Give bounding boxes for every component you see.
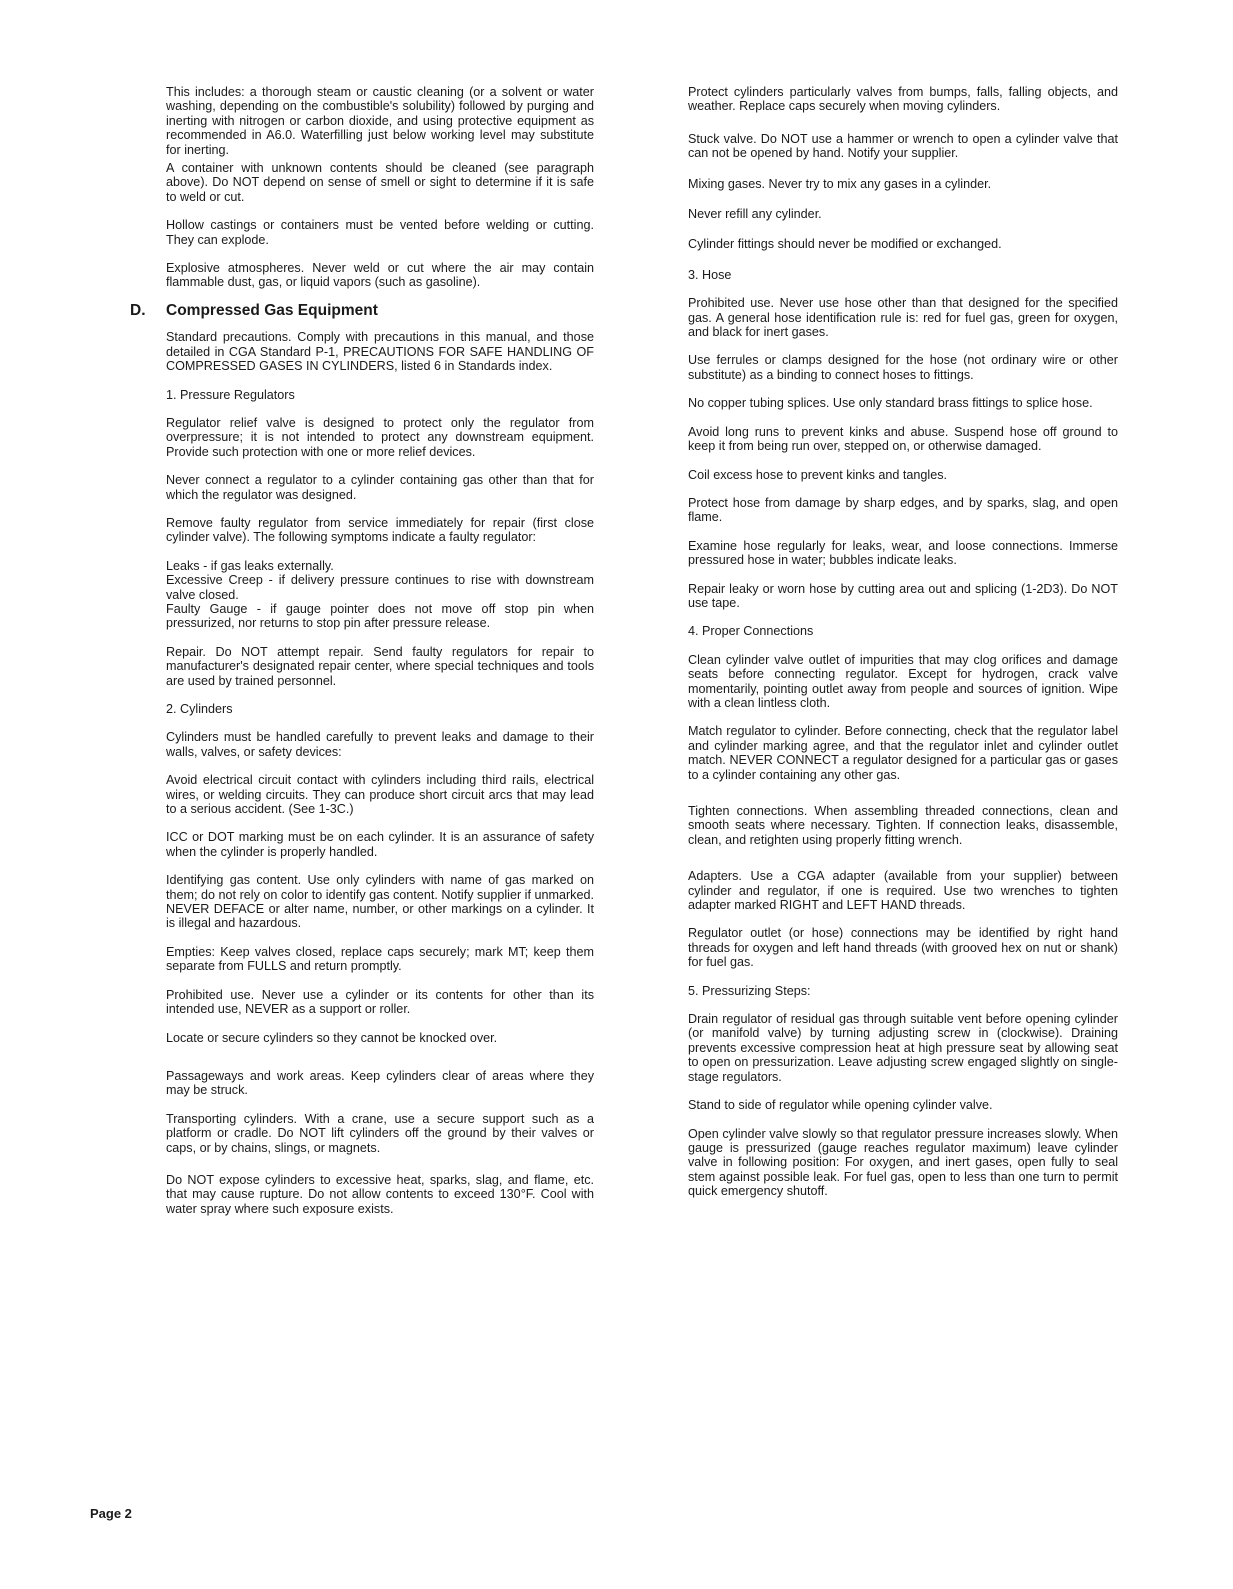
paragraph-mixing-gases: Mixing gases. Never try to mix any gases in a cylinder. [688,176,992,191]
paragraph-never-connect: Never connect a regulator to a cylinder containing gas other than that for which the regulator was designed. [166,473,594,502]
paragraph-explosive-atmospheres: Explosive atmospheres. Never weld or cut where the air may contain flammable dust, gas, or liquid vapors (such as gasoline). [166,261,594,290]
paragraph-coil-hose: Coil excess hose to prevent kinks and tangles. [688,467,948,482]
paragraph-passageways: Passageways and work areas. Keep cylinders clear of areas where they may be struck. [166,1068,594,1098]
subheading-cylinders: 2. Cylinders [166,702,233,716]
paragraph-electrical-contact: Avoid electrical circuit contact with cylinders including third rails, electrical wires, or welding circuits. They can produce short circuit arcs that may lead to a serious accident. (See 1-3C.) [166,773,594,817]
paragraph-match-regulator: Match regulator to cylinder. Before connecting, check that the regulator label and cylinder marking agree, and that the regulator inlet and cylinder outlet match. NEVER CONNECT a regulator designed for a particular gas or gases to a cylinder containing any other gas. [688,724,1118,782]
paragraph-icc-dot: ICC or DOT marking must be on each cylinder. It is an assurance of safety when the cylinder is properly handled. [166,830,594,859]
paragraph-transporting: Transporting cylinders. With a crane, use a secure support such as a platform or cradle. Do NOT lift cylinders off the ground by their valves or caps, or by chains, slings, or magnets. [166,1111,594,1155]
page-number: Page 2 [90,1506,132,1521]
paragraph-cylinder-fittings: Cylinder fittings should never be modified or exchanged. [688,237,1002,252]
paragraph-remove-faulty: Remove faulty regulator from service immediately for repair (first close cylinder valve). The following symptoms indicate a faulty regulator: [166,515,594,545]
paragraph-hose-prohibited: Prohibited use. Never use hose other than that designed for the specified gas. A general hose identification rule is: red for fuel gas, green for oxygen, and black for inert gases. [688,296,1118,340]
paragraph-handled-carefully: Cylinders must be handled carefully to prevent leaks and damage to their walls, valves, or safety devices: [166,730,594,759]
paragraph-drain-regulator: Drain regulator of residual gas through suitable vent before opening cylinder (or manifold valve) by turning adjusting screw in (clockwise). Draining prevents excessive compression heat at high pressure seat by allowing seat to open on pressurization. Leave adjusting screw engaged slightly on single-stage regulators. [688,1012,1118,1084]
paragraph-open-valve-slowly: Open cylinder valve slowly so that regulator pressure increases slowly. When gauge is pressurized (gauge reaches regulator maximum) leave cylinder valve in following position: For oxygen, and inert gases, open fully to seal stem against possible leak. For fuel gas, open to less than one turn to permit quick emergency shutoff. [688,1126,1118,1199]
paragraph-copper-tubing: No copper tubing splices. Use only standard brass fittings to splice hose. [688,396,1093,411]
paragraph-protect-cylinders: Protect cylinders particularly valves from bumps, falls, falling objects, and weather. Replace caps securely when moving cylinders. [688,85,1118,114]
paragraph-repair-hose: Repair leaky or worn hose by cutting area out and splicing (1-2D3). Do NOT use tape. [688,581,1118,610]
paragraph-long-runs: Avoid long runs to prevent kinks and abuse. Suspend hose off ground to keep it from being run over, stepped on, or otherwise damaged. [688,424,1118,454]
subheading-hose: 3. Hose [688,267,732,282]
symptom-leaks: Leaks - if gas leaks externally. [166,558,334,573]
subheading-proper-connections: 4. Proper Connections [688,624,814,639]
paragraph-stuck-valve: Stuck valve. Do NOT use a hammer or wrench to open a cylinder valve that can not be opened by hand. Notify your supplier. [688,131,1118,161]
paragraph-adapters: Adapters. Use a CGA adapter (available from your supplier) between cylinder and regulator, if one is required. Use two wrenches to tighten adapter marked RIGHT and LEFT HAND threads. [688,869,1118,913]
right-column [688,85,1118,1213]
paragraph-examine-hose: Examine hose regularly for leaks, wear, and loose connections. Immerse pressured hose in water; bubbles indicate leaks. [688,538,1118,568]
paragraph-clean-valve: Clean cylinder valve outlet of impurities that may clog orifices and damage seats before connecting regulator. Except for hydrogen, crack valve momentarily, pointing outlet away from people and sources of ignition. Wipe with a clean lintless cloth. [688,652,1118,710]
paragraph-ferrules: Use ferrules or clamps designed for the hose (not ordinary wire or other substitute) as a binding to connect hoses to fittings. [688,353,1118,382]
paragraph-standard-precautions: Standard precautions. Comply with precautions in this manual, and those detailed in CGA Standard P-1, PRECAUTIONS FOR SAFE HANDLING OF COMPRESSED GASES IN CYLINDERS, listed 6 in Standards index. [166,330,594,374]
symptom-creep: Excessive Creep - if delivery pressure continues to rise with downstream valve closed. [166,573,594,602]
section-title: Compressed Gas Equipment [166,301,378,319]
paragraph-relief-valve: Regulator relief valve is designed to protect only the regulator from overpressure; it is not intended to protect any downstream equipment. Provide such protection with one or more relief devices. [166,415,594,459]
paragraph-protect-hose: Protect hose from damage by sharp edges, and by sparks, slag, and open flame. [688,495,1118,525]
paragraph-cleaning: This includes: a thorough steam or caustic cleaning (or a solvent or water washing, depending on the combustible's solubility) followed by purging and inerting with nitrogen or carbon dioxide, and using protective equipment as recommended in A6.0. Waterfilling just below working level may substitute for inerting. [166,85,594,157]
paragraph-regulator-outlet: Regulator outlet (or hose) connections may be identified by right hand threads for oxygen and left hand threads (with grooved hex on nut or shank) for fuel gas. [688,926,1118,970]
paragraph-identifying-gas: Identifying gas content. Use only cylinders with name of gas marked on them; do not rely on color to identify gas content. Notify supplier if unmarked. NEVER DEFACE or alter name, number, or other markings on a cylinder. It is illegal and hazardous. [166,873,594,931]
section-heading [130,301,594,319]
paragraph-never-refill: Never refill any cylinder. [688,207,822,222]
section-letter: D. [130,301,146,319]
subheading-pressurizing-steps: 5. Pressurizing Steps: [688,983,811,998]
paragraph-empties: Empties: Keep valves closed, replace caps securely; mark MT; keep them separate from FULLS and return promptly. [166,944,594,974]
left-column [130,85,594,1230]
paragraph-locate-secure: Locate or secure cylinders so they cannot be knocked over. [166,1030,498,1045]
paragraph-prohibited-use: Prohibited use. Never use a cylinder or its contents for other than its intended use, NEVER as a support or roller. [166,987,594,1017]
paragraph-hollow-castings: Hollow castings or containers must be vented before welding or cutting. They can explode. [166,218,594,247]
paragraph-tighten-connections: Tighten connections. When assembling threaded connections, clean and smooth seats where necessary. Tighten. If connection leaks, disassemble, clean, and retighten using properly fitting wrench. [688,804,1118,847]
paragraph-unknown-contents: A container with unknown contents should be cleaned (see paragraph above). Do NOT depend on sense of smell or sight to determine if it is safe to weld or cut. [166,161,594,204]
paragraph-stand-to-side: Stand to side of regulator while opening cylinder valve. [688,1098,993,1113]
subheading-pressure-regulators: 1. Pressure Regulators [166,387,295,402]
paragraph-excessive-heat: Do NOT expose cylinders to excessive heat, sparks, slag, and flame, etc. that may cause rupture. Do not allow contents to exceed 130°F. Cool with water spray where such exposure exists. [166,1172,594,1216]
symptom-gauge: Faulty Gauge - if gauge pointer does not move off stop pin when pressurized, nor returns to stop pin after pressure release. [166,601,594,631]
paragraph-repair: Repair. Do NOT attempt repair. Send faulty regulators for repair to manufacturer's designated repair center, where special techniques and tools are used by trained personnel. [166,644,594,688]
